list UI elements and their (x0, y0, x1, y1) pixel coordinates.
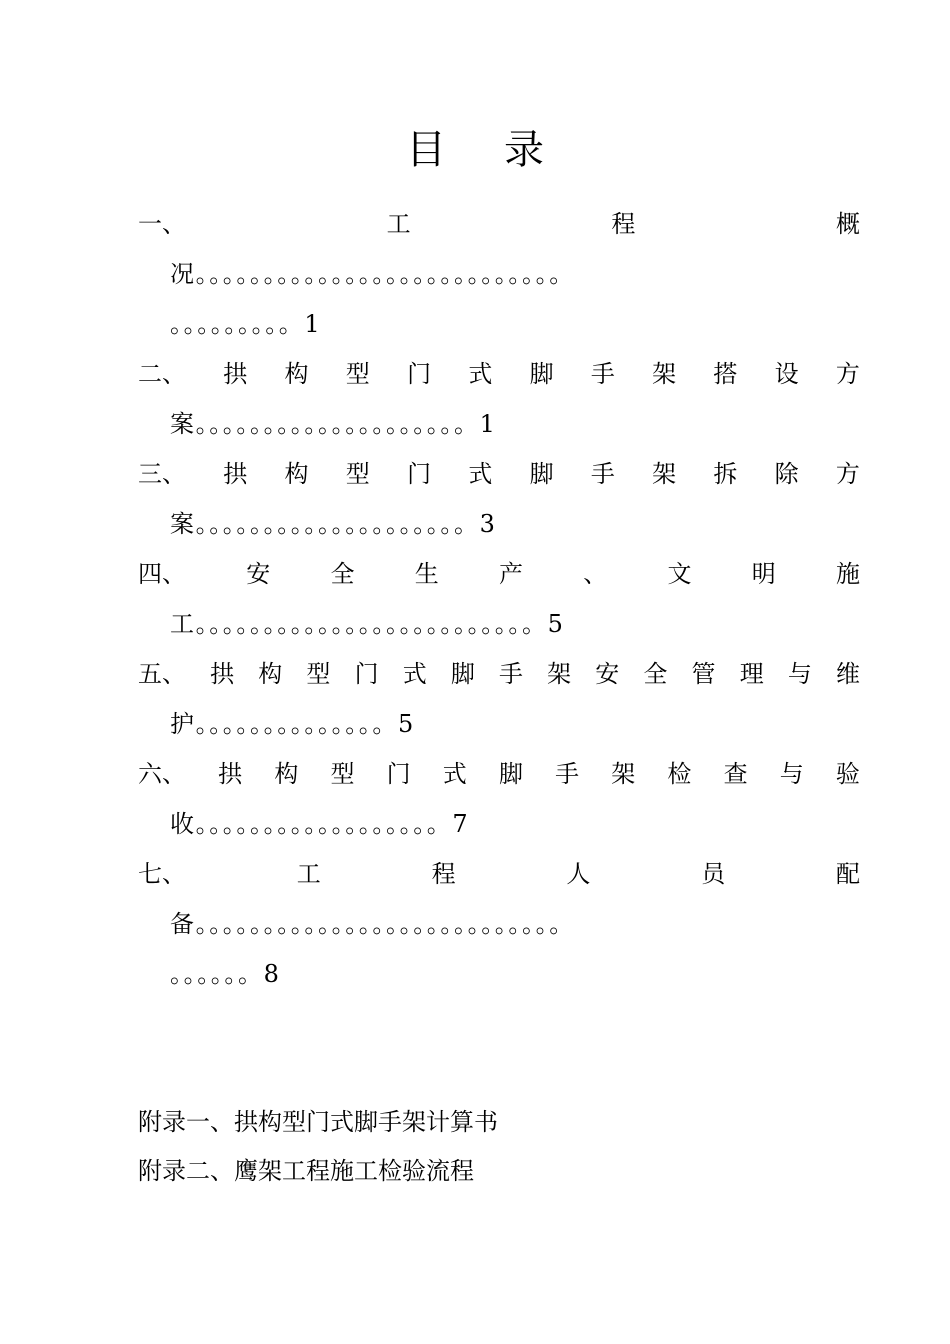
page-title (0, 124, 950, 176)
title-char-2: 录 (504, 127, 544, 173)
toc-heading-char: 架 (652, 460, 677, 488)
toc-heading-char: 生 (414, 560, 439, 588)
toc-entry[interactable] (138, 649, 860, 749)
toc-entry[interactable] (138, 449, 860, 549)
toc-heading-char: 构 (284, 460, 309, 488)
toc-entry-leader-line: 案。。。。。。。。。。。。。。。。。。。。3 (170, 510, 497, 538)
toc-entry-number: 六、 (138, 760, 186, 788)
toc-heading-char: 手 (498, 660, 523, 688)
toc-heading-char: 安 (595, 660, 620, 688)
toc-entry-heading (138, 199, 860, 249)
toc-heading-char: 工 (386, 210, 411, 238)
toc-heading-char: 与 (787, 660, 812, 688)
toc-heading-char: 门 (386, 760, 411, 788)
toc-heading-char: 明 (751, 560, 776, 588)
toc-entry-heading (138, 749, 860, 799)
toc-heading-char: 型 (306, 660, 331, 688)
toc-heading-char: 施 (836, 560, 860, 588)
toc-heading-char: 全 (330, 560, 355, 588)
toc-entry[interactable] (138, 549, 860, 649)
toc-entry-number: 七、 (138, 860, 186, 888)
toc-heading-char: 与 (779, 760, 804, 788)
toc-entry-number: 四、 (138, 560, 186, 588)
toc-heading-char: 验 (835, 760, 860, 788)
toc-entry-heading (138, 349, 860, 399)
toc-heading-char: 手 (555, 760, 580, 788)
toc-heading-char: 型 (330, 760, 355, 788)
toc-entry-heading (138, 649, 860, 699)
toc-heading-char: 门 (354, 660, 379, 688)
toc-entry-heading (138, 549, 860, 599)
toc-heading-char: 人 (566, 860, 591, 888)
toc-heading-char: 式 (442, 760, 467, 788)
toc-heading-char: 配 (835, 860, 860, 888)
toc-entry-heading (138, 449, 860, 499)
toc-entry-leader-line: 收。。。。。。。。。。。。。。。。。。7 (170, 810, 470, 838)
toc-heading-char: 员 (701, 860, 726, 888)
toc-heading-char: 工 (296, 860, 321, 888)
toc-entry-leader-line: 。。。。。。8 (170, 960, 281, 988)
toc-entry[interactable] (138, 749, 860, 849)
toc-entry-leader-line: 况。。。。。。。。。。。。。。。。。。。。。。。。。。。 (170, 260, 575, 288)
toc-heading-char: 式 (402, 660, 427, 688)
toc-heading-char: 方 (835, 460, 860, 488)
toc-heading-char: 程 (431, 860, 456, 888)
toc-entry-number: 五、 (138, 660, 186, 688)
toc-entry-leader-line: 。。。。。。。。。1 (170, 310, 322, 338)
toc-heading-char: 管 (691, 660, 716, 688)
toc-entry-leader-line: 案。。。。。。。。。。。。。。。。。。。。1 (170, 410, 497, 438)
toc-heading-char: 型 (345, 360, 370, 388)
toc-heading-char: 构 (274, 760, 299, 788)
toc-heading-char: 门 (407, 460, 432, 488)
toc-heading-char: 查 (723, 760, 748, 788)
toc-heading-char: 架 (611, 760, 636, 788)
toc-entry[interactable] (138, 199, 860, 349)
toc-heading-char: 手 (590, 360, 615, 388)
appendix-item-1: 附录一、拱构型门式脚手架计算书 (138, 1108, 498, 1136)
toc-entry-number: 三、 (138, 460, 186, 488)
toc-heading-char: 架 (547, 660, 572, 688)
toc-heading-char: 式 (468, 360, 493, 388)
toc-heading-char: 门 (407, 360, 432, 388)
toc-heading-char: 构 (284, 360, 309, 388)
toc-entry[interactable] (138, 849, 860, 999)
toc-heading-char: 脚 (529, 460, 554, 488)
toc-heading-char: 拱 (223, 460, 248, 488)
toc-heading-char: 文 (667, 560, 692, 588)
toc-heading-char: 构 (258, 660, 283, 688)
toc-heading-char: 拱 (218, 760, 243, 788)
toc-heading-char: 设 (774, 360, 799, 388)
toc-heading-char: 架 (652, 360, 677, 388)
toc-heading-char: 维 (835, 660, 860, 688)
toc-entry-leader-line: 护。。。。。。。。。。。。。。5 (170, 710, 415, 738)
toc-heading-char: 安 (246, 560, 271, 588)
appendix-item-2: 附录二、鹰架工程施工检验流程 (138, 1157, 474, 1185)
toc-heading-char: 拱 (210, 660, 235, 688)
toc-heading-char: 脚 (529, 360, 554, 388)
toc-heading-char: 理 (739, 660, 764, 688)
toc-entry-heading (138, 849, 860, 899)
toc-heading-char: 脚 (450, 660, 475, 688)
toc-heading-char: 型 (345, 460, 370, 488)
toc-heading-char: 、 (583, 560, 608, 588)
toc-heading-char: 式 (468, 460, 493, 488)
toc-entry-number: 二、 (138, 360, 186, 388)
toc-heading-char: 搭 (713, 360, 738, 388)
toc-heading-char: 除 (774, 460, 799, 488)
toc-entry-leader-line: 备。。。。。。。。。。。。。。。。。。。。。。。。。。。 (170, 910, 575, 938)
table-of-contents (138, 199, 860, 999)
toc-heading-char: 全 (643, 660, 668, 688)
title-char-1: 目 (406, 127, 446, 173)
toc-heading-char: 脚 (498, 760, 523, 788)
toc-heading-char: 产 (499, 560, 523, 588)
toc-entry-number: 一、 (138, 210, 186, 238)
toc-heading-char: 程 (611, 210, 636, 238)
toc-heading-char: 拱 (223, 360, 248, 388)
toc-heading-char: 检 (667, 760, 692, 788)
toc-heading-char: 概 (835, 210, 860, 238)
toc-entry[interactable] (138, 349, 860, 449)
toc-heading-char: 手 (590, 460, 615, 488)
toc-heading-char: 方 (835, 360, 860, 388)
toc-heading-char: 拆 (713, 460, 738, 488)
toc-entry-leader-line: 工。。。。。。。。。。。。。。。。。。。。。。。。。5 (170, 610, 565, 638)
